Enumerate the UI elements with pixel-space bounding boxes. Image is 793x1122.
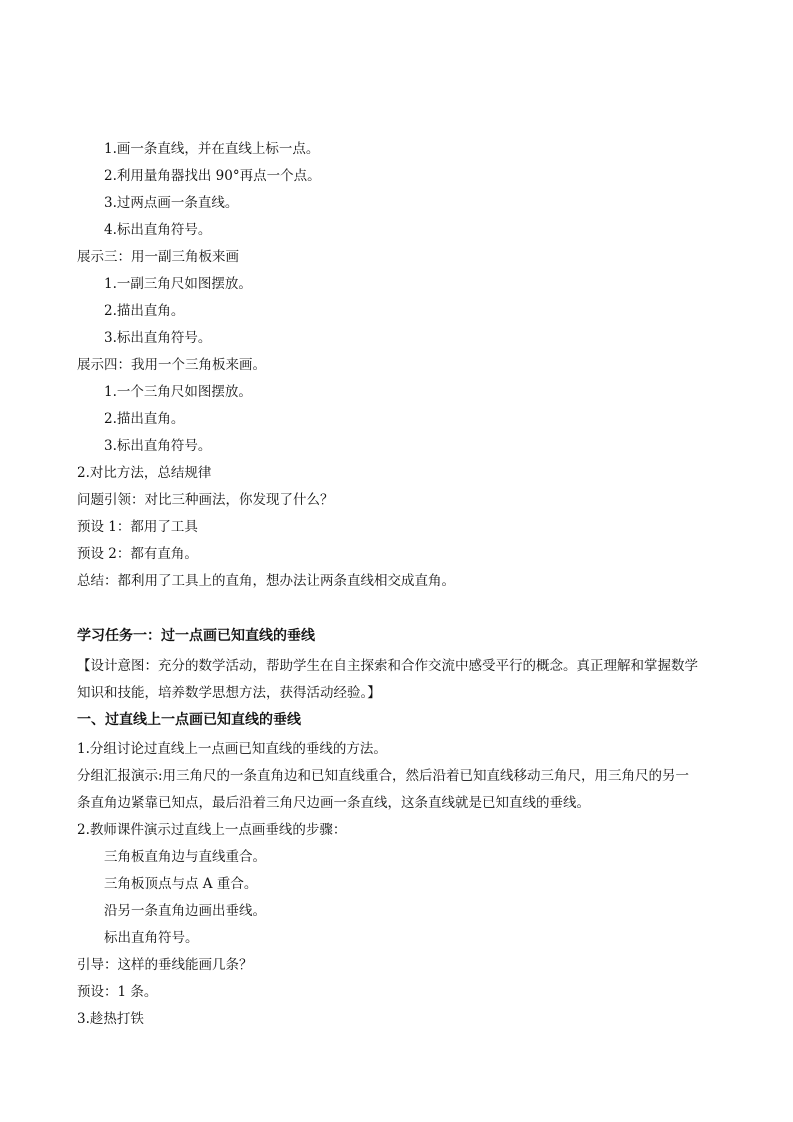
demo-four-title: 展示四：我用一个三角板来画。	[77, 357, 266, 373]
task-one-heading: 学习任务一：过一点画已知直线的垂线	[77, 628, 315, 644]
practice-heading: 3.趁热打铁	[77, 1011, 144, 1027]
demo-three-step-2: 2.描出直角。	[104, 303, 185, 319]
demo-three-step-3: 3.标出直角符号。	[104, 330, 212, 346]
demo-three-step-1: 1.一副三角尺如图摆放。	[104, 276, 252, 292]
preset-answer: 预设：1 条。	[77, 984, 158, 1000]
compare-heading: 2.对比方法，总结规律	[77, 465, 212, 481]
summary: 总结：都利用了工具上的直角，想办法让两条直线相交成直角。	[77, 573, 455, 589]
step-line-1: 1.画一条直线，并在直线上标一点。	[104, 141, 320, 157]
preset-one: 预设 1：都用了工具	[77, 519, 198, 535]
demo-four-step-2: 2.描出直角。	[104, 411, 185, 427]
group-report-line-2: 条直角边紧靠已知点，最后沿着三角尺边画一条直线，这条直线就是已知直线的垂线。	[77, 795, 590, 811]
teacher-demo-heading: 2.教师课件演示过直线上一点画垂线的步骤：	[77, 822, 347, 838]
design-intent-line-1: 【设计意图：充分的数学活动，帮助学生在自主探索和合作交流中感受平行的概念。真正理解和掌握数学	[77, 658, 698, 674]
demo-four-step-1: 1.一个三角尺如图摆放。	[104, 384, 252, 400]
design-intent-line-2: 知识和技能，培养数学思想方法，获得活动经验。】	[77, 685, 381, 701]
teacher-demo-step-2: 三角板顶点与点 A 重合。	[104, 876, 258, 892]
guide-question: 引导：这样的垂线能画几条？	[77, 957, 253, 973]
group-report-line-1: 分组汇报演示:用三角尺的一条直角边和已知直线重合，然后沿着已知直线移动三角尺，用三角尺的另一	[77, 768, 690, 784]
preset-two: 预设 2：都有直角。	[77, 546, 198, 562]
demo-four-step-3: 3.标出直角符号。	[104, 438, 212, 454]
step-line-2: 2.利用量角器找出 90°再点一个点。	[104, 168, 321, 184]
group-discussion: 1.分组讨论过直线上一点画已知直线的垂线的方法。	[77, 741, 387, 757]
teacher-demo-step-3: 沿另一条直角边画出垂线。	[104, 903, 266, 919]
section-one-heading: 一、过直线上一点画已知直线的垂线	[77, 712, 301, 728]
teacher-demo-step-4: 标出直角符号。	[104, 930, 199, 946]
step-line-4: 4.标出直角符号。	[104, 222, 212, 238]
step-line-3: 3.过两点画一条直线。	[104, 195, 239, 211]
demo-three-title: 展示三：用一副三角板来画	[77, 249, 239, 265]
question-guide: 问题引领：对比三种画法，你发现了什么？	[77, 492, 334, 508]
teacher-demo-step-1: 三角板直角边与直线重合。	[104, 849, 266, 865]
